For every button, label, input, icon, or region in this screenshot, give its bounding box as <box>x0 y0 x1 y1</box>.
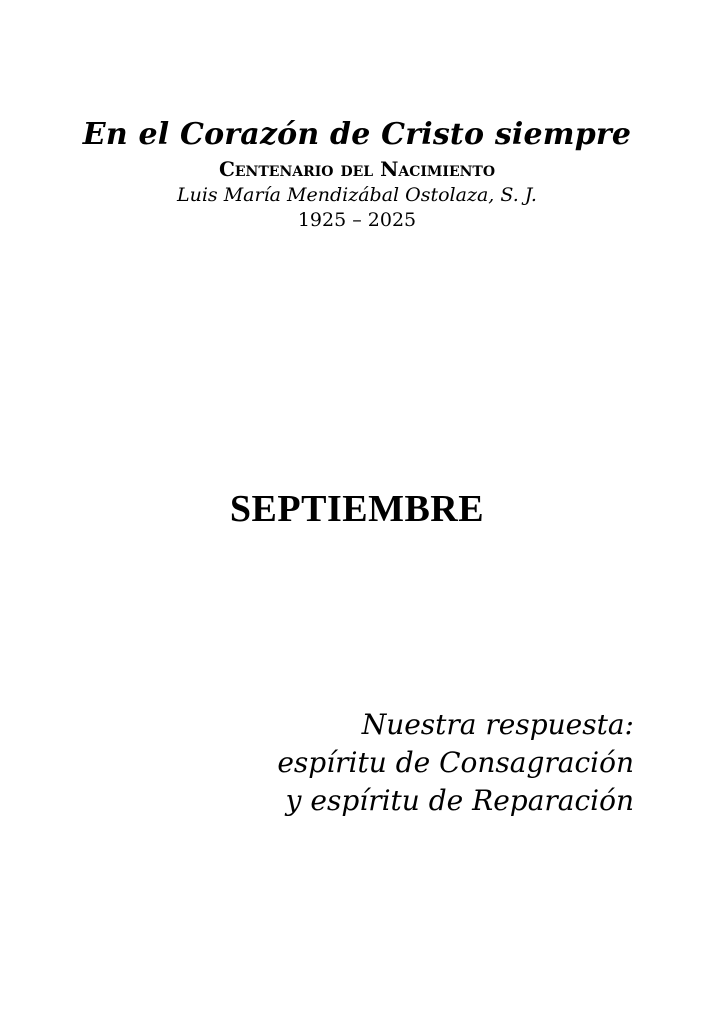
years-line: 1925 – 2025 <box>297 209 417 231</box>
author-line: Luis María Mendizábal Ostolaza, S. J. <box>177 184 537 206</box>
theme-line-3: y espíritu de Reparación <box>285 784 634 817</box>
header-block <box>0 114 714 232</box>
document-title: En el Corazón de Cristo siempre <box>82 117 632 152</box>
theme-line-1: Nuestra respuesta: <box>361 708 634 741</box>
document-subtitle: Centenario del Nacimiento <box>218 157 496 181</box>
theme-block <box>277 706 634 820</box>
month-heading: SEPTIEMBRE <box>229 488 485 530</box>
theme-line-2: espíritu de Consagración <box>277 746 634 779</box>
